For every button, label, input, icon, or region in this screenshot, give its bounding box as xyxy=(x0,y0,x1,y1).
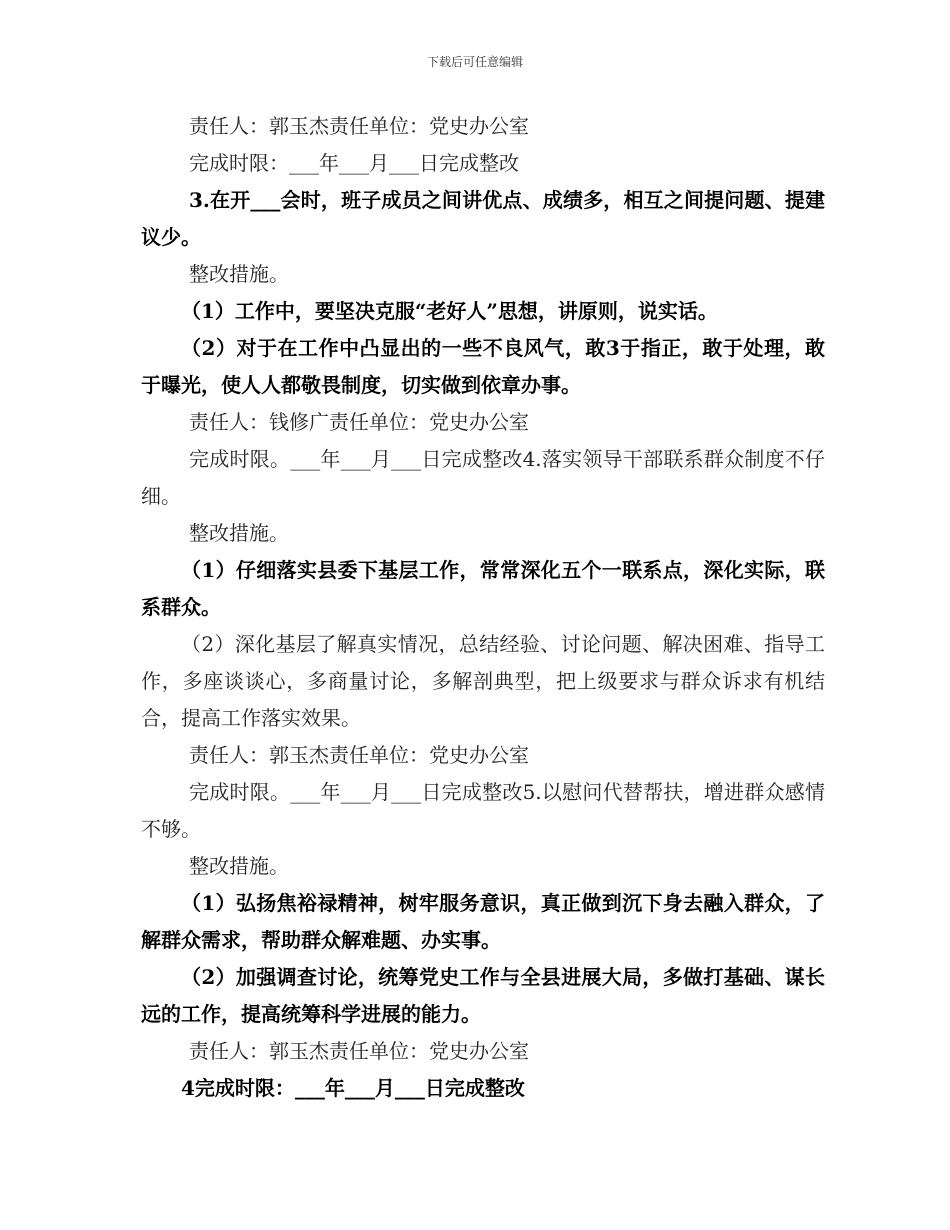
paragraph: 责任人：郭玉杰责任单位：党史办公室 xyxy=(189,1039,529,1063)
paragraph: （1）工作中，要坚决克服“老好人”思想，讲原则，说实话。 xyxy=(181,299,718,323)
paragraph: 责任人：郭玉杰责任单位：党史办公室 xyxy=(189,114,529,138)
paragraph: （1）仔细落实县委下基层工作，常常深化五个一联系点，深化实际，联系群众。 xyxy=(141,558,825,619)
paragraph: 责任人：钱修广责任单位：党史办公室 xyxy=(189,410,529,434)
paragraph: （2）深化基层了解真实情况，总结经验、讨论问题、解决困难、指导工作，多座谈谈心，多商量讨论，多解剖典型，把上级要求与群众诉求有机结合，提高工作落实效果。 xyxy=(141,632,825,730)
paragraph: 完成时限。___年___月___日完成整改5.以慰问代替帮扶，增进群众感情不够。 xyxy=(141,780,825,841)
page-header-note: 下载后可任意编辑 xyxy=(426,55,523,69)
paragraph: 整改措施。 xyxy=(189,521,289,545)
document-body xyxy=(141,108,825,1107)
paragraph: 3.在开___会时，班子成员之间讲优点、成绩多，相互之间提问题、提建议少。 xyxy=(141,188,825,249)
paragraph: （2）对于在工作中凸显出的一些不良风气，敢3于指正，敢于处理，敢于曝光，使人人都敬畏制度，切实做到依章办事。 xyxy=(141,336,825,397)
paragraph: 整改措施。 xyxy=(189,262,289,286)
paragraph: （1）弘扬焦裕禄精神，树牢服务意识，真正做到沉下身去融入群众，了解群众需求，帮助群众解难题、办实事。 xyxy=(141,891,825,952)
paragraph: 4完成时限：___年___月___日完成整改 xyxy=(181,1076,525,1100)
paragraph: 完成时限。___年___月___日完成整改4.落实领导干部联系群众制度不仔细。 xyxy=(141,447,825,508)
paragraph: 责任人：郭玉杰责任单位：党史办公室 xyxy=(189,743,529,767)
paragraph: 完成时限：___年___月___日完成整改 xyxy=(189,151,519,175)
paragraph: 整改措施。 xyxy=(189,854,289,878)
paragraph: （2）加强调查讨论，统筹党史工作与全县进展大局，多做打基础、谋长远的工作，提高统筹科学进展的能力。 xyxy=(141,965,825,1026)
